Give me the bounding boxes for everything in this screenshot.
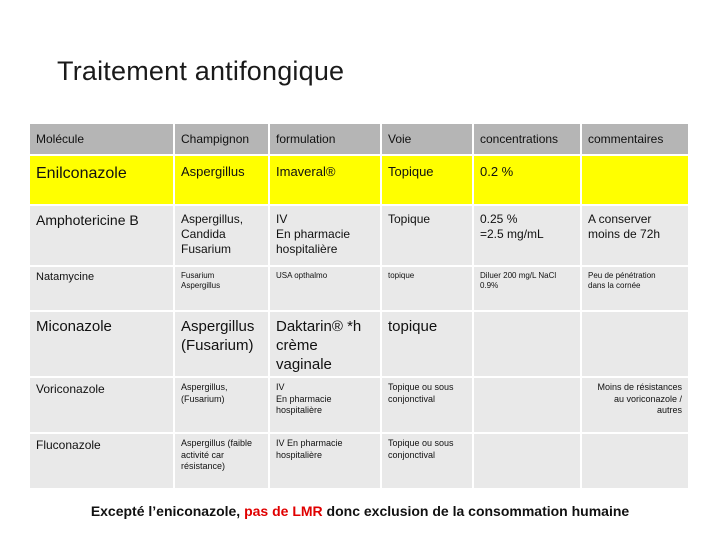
table-row (29, 266, 689, 311)
table-row (29, 155, 689, 205)
table-row (29, 433, 689, 489)
champignon-cell: Aspergillus (174, 155, 269, 205)
molecule-cell: Amphotericine B (29, 205, 174, 266)
header-cell: Champignon (174, 123, 269, 155)
voie-cell: Topique ou sous conjonctival (381, 433, 473, 489)
voie-cell: Topique ou sous conjonctival (381, 377, 473, 433)
champignon-cell: Fusarium Aspergillus (174, 266, 269, 311)
concentrations-cell: 0.2 % (473, 155, 581, 205)
commentaires-cell: Peu de pénétration dans la cornée (581, 266, 689, 311)
voie-cell: topique (381, 266, 473, 311)
commentaires-cell (581, 311, 689, 377)
footer-note (0, 503, 720, 519)
concentrations-cell (473, 311, 581, 377)
header-cell: Voie (381, 123, 473, 155)
slide-title: Traitement antifongique (57, 56, 345, 86)
molecule-cell: Fluconazole (29, 433, 174, 489)
concentrations-cell: 0.25 % =2.5 mg/mL (473, 205, 581, 266)
table-row (29, 377, 689, 433)
table-header-row (29, 123, 689, 155)
antifungal-table (28, 122, 690, 490)
molecule-cell: Natamycine (29, 266, 174, 311)
formulation-cell: IV En pharmacie hospitalière (269, 205, 381, 266)
molecule-cell: Enilconazole (29, 155, 174, 205)
champignon-cell: Aspergillus (faible activité car résistance) (174, 433, 269, 489)
commentaires-cell: A conserver moins de 72h (581, 205, 689, 266)
concentrations-cell (473, 377, 581, 433)
commentaires-cell (581, 433, 689, 489)
concentrations-cell: Diluer 200 mg/L NaCl 0.9% (473, 266, 581, 311)
footer-text: Excepté l’eniconazole, (90, 503, 245, 519)
header-cell: concentrations (473, 123, 581, 155)
voie-cell: topique (381, 311, 473, 377)
champignon-cell: Aspergillus, Candida Fusarium (174, 205, 269, 266)
formulation-cell: USA opthalmo (269, 266, 381, 311)
footer-highlight: pas de LMR (244, 503, 323, 519)
formulation-cell: IV En pharmacie hospitalière (269, 433, 381, 489)
formulation-cell: IV En pharmacie hospitalière (269, 377, 381, 433)
table-row (29, 205, 689, 266)
header-cell: commentaires (581, 123, 689, 155)
footer-text: donc exclusion de la consommation humaine (322, 503, 630, 519)
molecule-cell: Voriconazole (29, 377, 174, 433)
header-cell: Molécule (29, 123, 174, 155)
concentrations-cell (473, 433, 581, 489)
champignon-cell: Aspergillus, (Fusarium) (174, 377, 269, 433)
formulation-cell: Daktarin® *h crème vaginale (269, 311, 381, 377)
table-row (29, 311, 689, 377)
header-cell: formulation (269, 123, 381, 155)
voie-cell: Topique (381, 155, 473, 205)
champignon-cell: Aspergillus (Fusarium) (174, 311, 269, 377)
formulation-cell: Imaveral® (269, 155, 381, 205)
commentaires-cell: Moins de résistances au voriconazole / autres (581, 377, 689, 433)
voie-cell: Topique (381, 205, 473, 266)
molecule-cell: Miconazole (29, 311, 174, 377)
commentaires-cell (581, 155, 689, 205)
